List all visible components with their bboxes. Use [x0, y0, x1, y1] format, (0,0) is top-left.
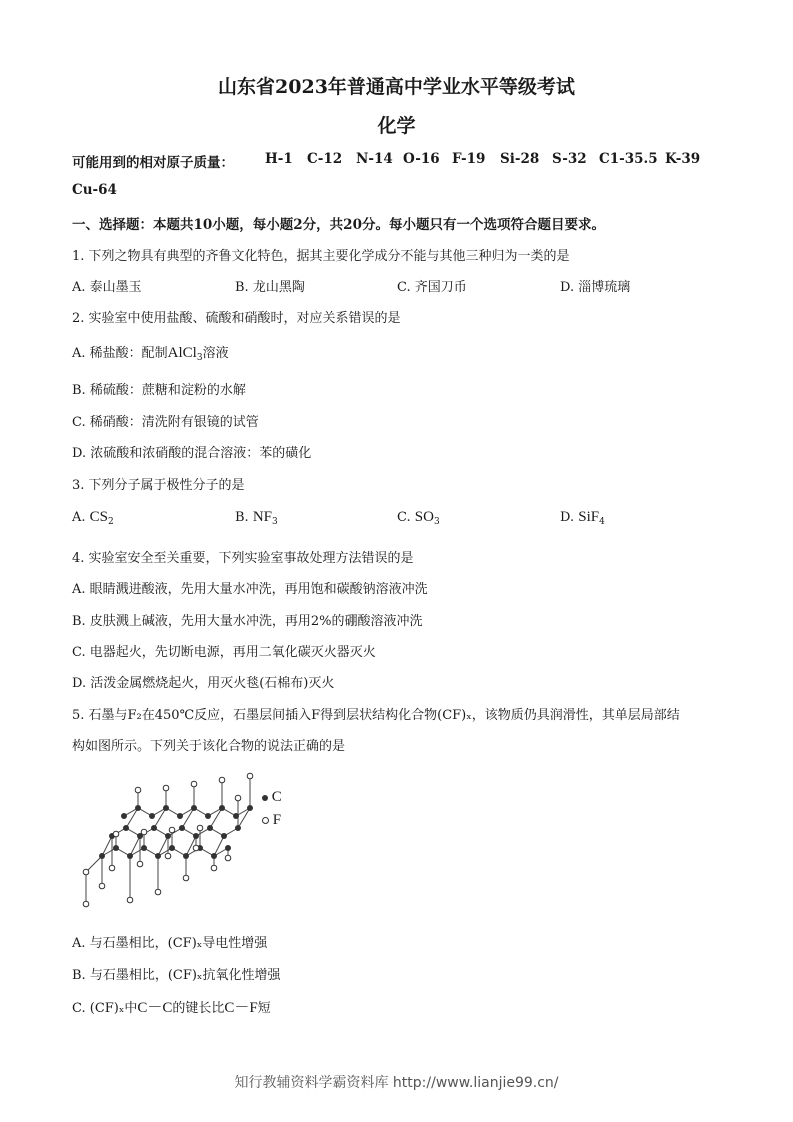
atomic-mass-item: H-1: [265, 151, 293, 167]
section-heading: 一、选择题：本题共10小题，每小题2分，共20分。每小题只有一个选项符合题目要求。: [72, 217, 605, 233]
atomic-mass-item: C1-35.5: [599, 151, 658, 167]
q3-option-c[interactable]: [397, 509, 440, 526]
q2-a-suffix: 溶液: [202, 346, 229, 361]
atomic-mass-line: [72, 151, 701, 171]
subscript: 2: [108, 517, 114, 527]
q1-option-c[interactable]: C. 齐国刀币: [397, 280, 467, 295]
subscript: 4: [599, 517, 605, 527]
atomic-mass-item: S-32: [552, 151, 587, 167]
option-letter: D.: [560, 510, 575, 525]
atomic-mass-item: O-16: [403, 151, 440, 167]
q3-option-a[interactable]: [72, 509, 114, 526]
footer-watermark: 知行教辅资料学霸资料库 http://www.lianjie99.cn/: [234, 1075, 559, 1091]
q3-a-formula: CS: [89, 509, 109, 525]
option-letter: A.: [72, 510, 86, 525]
q2-option-c[interactable]: C. 稀硝酸：清洗附有银镜的试管: [72, 415, 259, 430]
legend-fluorine-label: F: [272, 812, 282, 828]
subject-title: 化学: [377, 115, 416, 137]
q1-option-b[interactable]: B. 龙山黑陶: [235, 280, 305, 295]
legend-carbon-label: C: [271, 789, 282, 805]
q5-c-bond-cc: C－C: [137, 1000, 173, 1016]
q4-option-d[interactable]: D. 活泼金属燃烧起火，用灭火毯(石棉布)灭火: [72, 676, 335, 691]
atomic-mass-item: C-12: [307, 151, 343, 167]
q5-c-mid: 的键长比: [172, 1001, 225, 1016]
q2-option-b[interactable]: B. 稀硫酸：蔗糖和淀粉的水解: [72, 383, 246, 398]
q3-option-d[interactable]: [560, 509, 605, 526]
atomic-mass-label: 可能用到的相对原子质量：: [72, 155, 234, 171]
carbon-dot-icon: [262, 795, 268, 801]
option-letter: B.: [235, 510, 249, 525]
subscript: 3: [433, 517, 440, 527]
q2-a-formula: AlCl: [167, 345, 197, 361]
atomic-mass-item: Si-28: [500, 151, 540, 167]
atomic-mass-overflow: Cu-64: [72, 182, 117, 198]
q4-option-c[interactable]: C. 电器起火，先切断电源，再用二氧化碳灭火器灭火: [72, 645, 376, 660]
legend-fluorine: [262, 812, 281, 829]
q5-stem-line2: 构如图所示。下列关于该化合物的说法正确的是: [72, 739, 346, 754]
legend-carbon: [262, 789, 282, 806]
q3-d-formula: SiF: [578, 509, 600, 525]
subscript: 3: [272, 517, 278, 527]
q5-stem-line1: 5. 石墨与F₂在450℃反应，石墨层间插入F得到层状结构化合物(CF)ₓ，该物质仍具润滑性，其单层局部结: [72, 708, 680, 723]
q3-option-b[interactable]: [235, 509, 278, 526]
q4-stem: 4. 实验室安全至关重要，下列实验室事故处理方法错误的是: [72, 551, 414, 566]
atomic-mass-item: N-14: [356, 151, 393, 167]
q5-c-suffix: 短: [257, 1001, 271, 1016]
q2-option-d[interactable]: D. 浓硫酸和浓硝酸的混合溶液：苯的磺化: [72, 446, 312, 461]
q4-option-b[interactable]: B. 皮肤溅上碱液，先用大量水冲洗，再用2%的硼酸溶液冲洗: [72, 614, 423, 629]
atomic-mass-item: F-19: [452, 151, 486, 167]
fluorine-circle-icon: [262, 817, 269, 824]
atomic-mass-item: K-39: [665, 151, 701, 167]
exam-title: 山东省2023年普通高中学业水平等级考试: [218, 76, 575, 98]
q5-c-bond-cf: C－F: [224, 1000, 258, 1016]
q3-c-formula: SO: [414, 509, 434, 525]
q3-b-formula: NF: [252, 509, 273, 525]
q3-stem: 3. 下列分子属于极性分子的是: [72, 478, 245, 493]
q2-option-a[interactable]: [72, 342, 229, 362]
bond-lines: [86, 776, 250, 904]
q5-option-a[interactable]: A. 与石墨相比，(CF)ₓ导电性增强: [72, 936, 268, 951]
option-letter: C.: [397, 510, 411, 525]
q2-a-prefix: A. 稀盐酸：配制: [72, 346, 168, 361]
q2-stem: 2. 实验室中使用盐酸、硫酸和硝酸时，对应关系错误的是: [72, 311, 401, 326]
q5-c-prefix: C. (CF)ₓ中: [72, 1001, 138, 1016]
q4-option-a[interactable]: A. 眼睛溅进酸液，先用大量水冲洗，再用饱和碳酸钠溶液冲洗: [72, 582, 428, 597]
q5-option-b[interactable]: B. 与石墨相比，(CF)ₓ抗氧化性增强: [72, 968, 281, 983]
q5-option-c[interactable]: [72, 996, 271, 1017]
q2-a-subscript: 3: [196, 353, 203, 363]
q1-stem: 1. 下列之物具有典型的齐鲁文化特色，据其主要化学成分不能与其他三种归为一类的是: [72, 249, 570, 264]
q1-option-a[interactable]: A. 泰山墨玉: [72, 280, 142, 295]
q1-option-d[interactable]: D. 淄博琉璃: [560, 280, 631, 295]
